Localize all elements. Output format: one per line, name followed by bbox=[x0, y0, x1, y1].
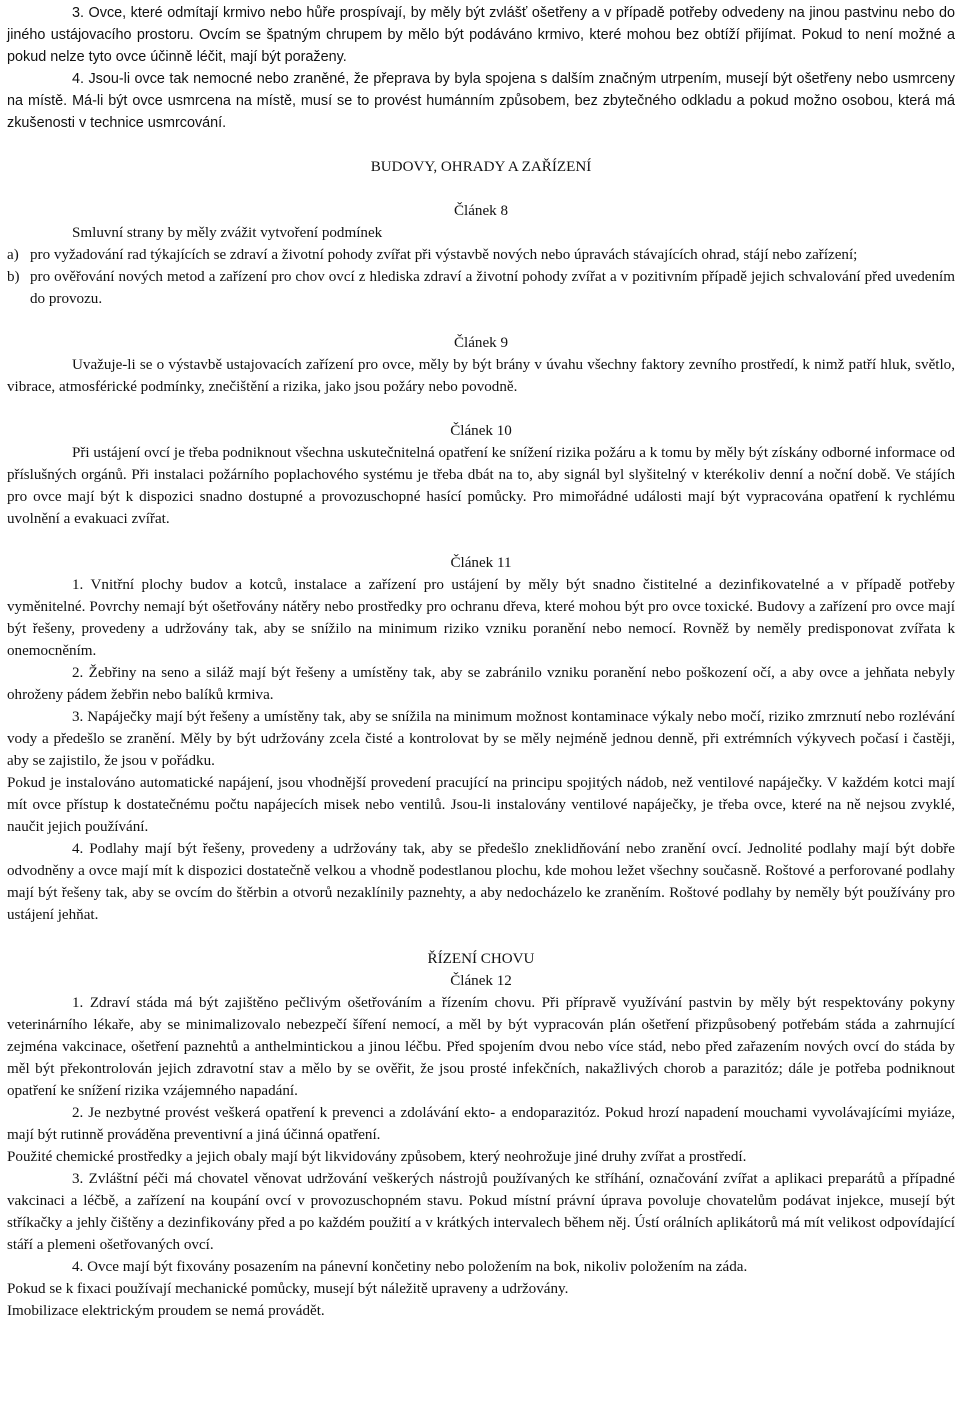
article-8-title: Článek 8 bbox=[453, 203, 509, 219]
article-12-paragraph-4-final: Imobilizace elektrickým proudem se nemá provádět. bbox=[7, 1303, 325, 1319]
article-12-paragraph-2: 2. Je nezbytné provést veškerá opatření k prevenci a zdolávání ekto- a endoparazitóz. Pokud hrozí napadení mouchami vyvolávajícími myiáze, mají být rutinně prováděna preventivní a jiná účinná opatření. bbox=[7, 1105, 955, 1143]
article-12-paragraph-3: 3. Zvláštní péči má chovatel věnovat udržování veškerých nástrojů používaných ke stříhání, označování zvířat a aplikaci preparátů a případné vakcinaci a léčbě, a zařízení na koupání ovcí v provozuschopném stavu. Pokud místní právní úprava povoluje chovatelům podávat injekce, musejí být stříkačky a jehly čištěny a dezinfikovány před a po každém použití a v krátkých intervalech během něj. Ústí orálních aplikátorů má mít velikost odpovídající stáří a plemeni ošetřovaných ovcí. bbox=[7, 1171, 955, 1253]
article-8-lead: Smluvní strany by měly zvážit vytvoření podmínek bbox=[72, 225, 383, 241]
spacer bbox=[7, 398, 955, 420]
article-9-text: Uvažuje-li se o výstavbě ustajovacích zařízení pro ovce, měly by být brány v úvahu všechny faktory zevního prostředí, k nimž patří hluk, světlo, vibrace, atmosférické podmínky, znečištění a rizika, jako jsou požáry nebo povodně. bbox=[7, 357, 955, 395]
paragraph-4: 4. Jsou-li ovce tak nemocné nebo zraněné, že přeprava by byla spojena s dalším značným utrpením, musejí být ošetřeny nebo usmrceny na místě. Má-li být ovce usmrcena na místě, musí se to provést humánním způsobem, bez zbytečného odkladu a pokud možno osobou, která má zkušenosti v technice usmrcování. bbox=[7, 71, 955, 131]
article-12-paragraph-2-continued: Použité chemické prostředky a jejich obaly mají být likvidovány způsobem, který neohrožuje jiné druhy zvířat a prostředí. bbox=[7, 1149, 747, 1165]
list-item-text: pro vyžadování rad týkajících se zdraví a životní pohody zvířat při výstavbě nových nebo úpravách stávajících ohrad, stájí nebo zařízení; bbox=[30, 247, 858, 263]
list-item-label: b) bbox=[7, 269, 20, 285]
article-12-paragraph-4-continued: Pokud se k fixaci používají mechanické pomůcky, musejí být náležitě upraveny a udržovány. bbox=[7, 1281, 569, 1297]
spacer bbox=[7, 530, 955, 552]
spacer bbox=[7, 310, 955, 332]
spacer bbox=[7, 926, 955, 948]
article-11-paragraph-3: 3. Napáječky mají být řešeny a umístěny tak, aby se snížila na minimum možnost kontaminace výkaly nebo močí, riziko zmrznutí nebo rozlévání vody a předešlo se zranění. Měly by být udržovány zcela čisté a kontrolovat by se měly nejméně jednou denně, při extrémních výkyvech počasí i častěji, aby se zajistilo, že jsou v pořádku. bbox=[7, 709, 955, 769]
section-heading-buildings: BUDOVY, OHRADY A ZAŘÍZENÍ bbox=[370, 159, 592, 175]
section-heading-management: ŘÍZENÍ CHOVU bbox=[427, 951, 535, 967]
article-10-title: Článek 10 bbox=[450, 423, 512, 439]
article-10-text: Při ustájení ovcí je třeba podniknout všechna uskutečnitelná opatření ke snížení rizika požáru a k tomu by měly být získány odborné informace od příslušných orgánů. Při instalaci požárního poplachového systému je třeba dbát na to, aby signál byl slyšitelný v kterékoliv denní a noční době. Ve stájích pro ovce mají být k dispozici snadno dostupné a provozuschopné hasící pomůcky. Pro mimořádné události mají být vypracována opatření k rychlému uvolnění a evakuaci zvířat. bbox=[7, 445, 955, 527]
paragraph-3: 3. Ovce, které odmítají krmivo nebo hůře prospívají, by měly být zvlášť ošetřeny a v případě potřeby odvedeny na jinou pastvinu nebo do jiného ustájovacího prostoru. Ovcím se špatným chrupem by mělo být podáváno krmivo, které mohou bez obtíží přijímat. Pokud to není možné a pokud nelze tyto ovce účinně léčit, mají být poraženy. bbox=[7, 5, 955, 65]
list-item-label: a) bbox=[7, 247, 19, 263]
article-9-title: Článek 9 bbox=[453, 335, 509, 351]
article-12-paragraph-1: 1. Zdraví stáda má být zajištěno pečlivým ošetřováním a řízením chovu. Při přípravě využívání pastvin by měly být respektovány pokyny veterinárního lékaře, aby se minimalizovalo nebezpečí šíření nemocí, a měl by být vypracován plán ošetření přizpůsobený potřebám stáda a zahrnující zejména vakcinace, ošetření paznehtů a anthelmintickou a jinou léčbu. Před spojením dvou nebo více stád, nebo před zařazením nových ovcí do stáda by měl být překontrolován jejich zdravotní stav a mělo by se ověřit, že jsou prosté infekčních, nakažlivých chorob a parazitóz; dále je potřeba podniknout opatření ke snížení rizika vzájemného napadání. bbox=[7, 995, 955, 1099]
article-12-paragraph-4: 4. Ovce mají být fixovány posazením na pánevní končetiny nebo položením na bok, nikoliv položením na záda. bbox=[72, 1259, 748, 1275]
list-item bbox=[7, 244, 955, 266]
article-11-paragraph-2: 2. Žebřiny na seno a siláž mají být řešeny a umístěny tak, aby se zabránilo vzniku poranění nebo poškození očí, a aby ovce a jehňata nebyly ohroženy pádem žebřin nebo balíků krmiva. bbox=[7, 665, 955, 703]
article-12-title: Článek 12 bbox=[450, 973, 512, 989]
spacer bbox=[7, 178, 955, 200]
article-11-paragraph-4: 4. Podlahy mají být řešeny, provedeny a udržovány tak, aby se předešlo zneklidňování nebo zranění ovcí. Jednolité podlahy mají být dobře odvodněny a ovce mají mít k dispozici dostatečně velkou a vhodně podestlanou plochu, kde mohou ležet všechny současně. Roštové a perforované podlahy mají být řešeny tak, aby se ovcím do štěrbin a otvorů nezaklínily paznehty, a aby nedocházelo ke zraněním. Roštové podlahy by neměly být používány pro ustájení jehňat. bbox=[7, 841, 955, 923]
article-11-title: Článek 11 bbox=[450, 555, 512, 571]
spacer bbox=[7, 134, 955, 156]
article-11-paragraph-3-continued: Pokud je instalováno automatické napájení, jsou vhodnější provedení pracující na principu spojitých nádob, než ventilové napáječky. V každém kotci mají mít ovce přístup k dostatečnému počtu napájecích misek nebo ventilů. Jsou-li instalovány ventilové napáječky, je třeba ovce, které na ně nejsou zvyklé, naučit jejich používání. bbox=[7, 775, 955, 835]
list-item bbox=[7, 266, 955, 310]
list-item-text: pro ověřování nových metod a zařízení pro chov ovcí z hlediska zdraví a životní pohody zvířat a v pozitivním případě jejich schvalování před uvedením do provozu. bbox=[30, 269, 955, 307]
article-11-paragraph-1: 1. Vnitřní plochy budov a kotců, instalace a zařízení pro ustájení by měly být snadno čistitelné a dezinfikovatelné a v případě potřeby vyměnitelné. Povrchy nemají být ošetřovány nátěry nebo prostředky pro ochranu dřeva, které mohou být pro ovce toxické. Budovy a zařízení pro ovce mají být řešeny, provedeny a udržovány tak, aby se snížilo na minimum riziko vzniku poranění nebo nemocí. Rovněž by neměly predisponovat zvířata k onemocněním. bbox=[7, 577, 955, 659]
